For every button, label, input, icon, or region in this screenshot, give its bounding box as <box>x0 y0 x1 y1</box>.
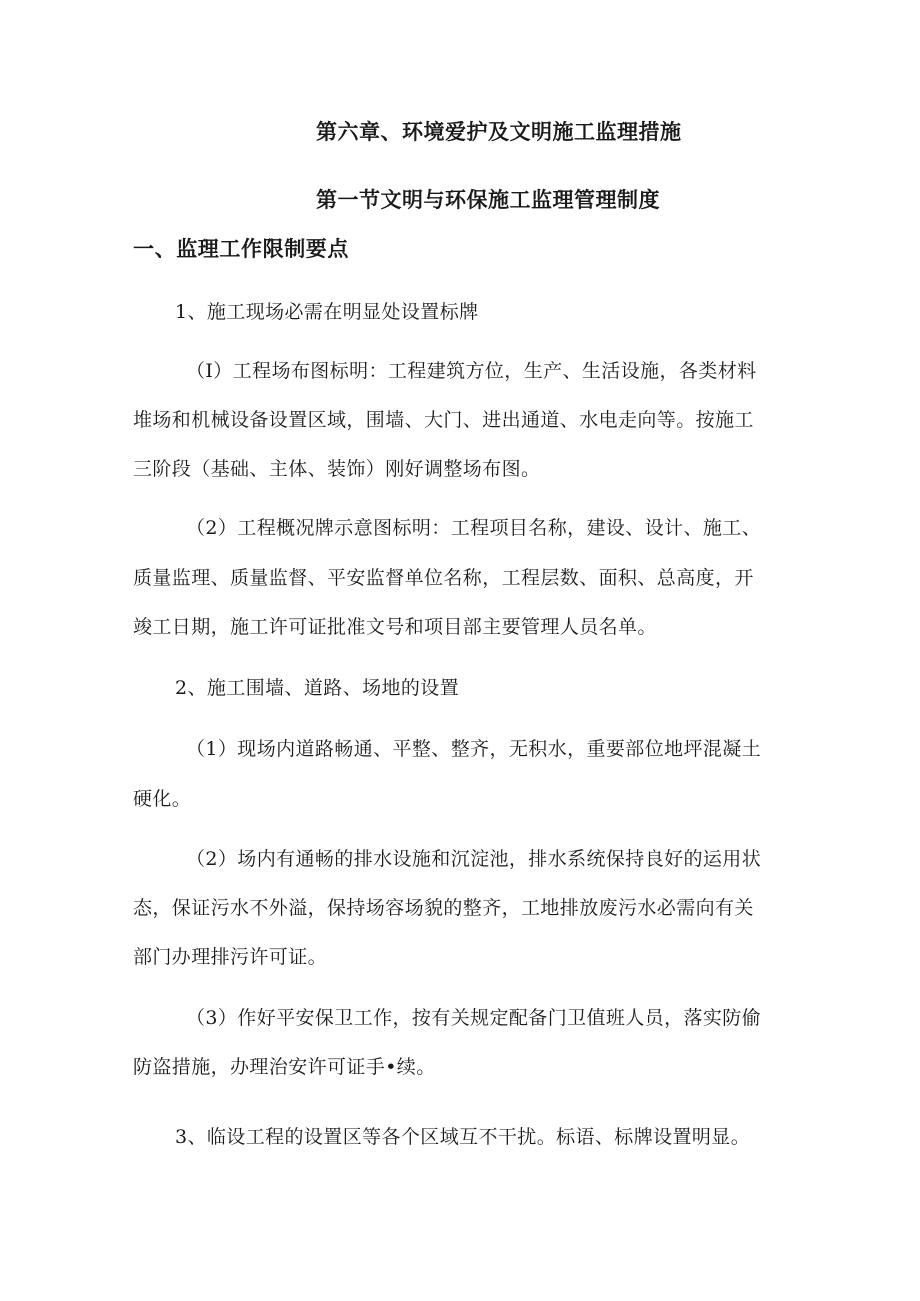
paragraph-line: （I）工程场布图标明：工程建筑方位，生产、生活设施，各类材料 <box>186 360 757 382</box>
paragraph-line: （3）作好平安保卫工作，按有关规定配备门卫值班人员，落实防偷 <box>186 1007 762 1029</box>
item-2-heading: 2、施工围墙、道路、场地的设置 <box>175 677 460 699</box>
section-title: 第一节文明与环保施工监理管理制度 <box>316 188 660 212</box>
chapter-title: 第六章、环境爱护及文明施工监理措施 <box>316 120 682 144</box>
paragraph-line: （2）工程概况牌示意图标明：工程项目名称，建设、设计、施工、 <box>186 517 762 539</box>
item-1-heading: 1、施工现场必需在明显处设置标牌 <box>175 301 479 323</box>
paragraph-line: 态，保证污水不外溢，保持场容场貌的整齐，工地排放废污水必需向有关 <box>133 897 754 919</box>
part-title: 一、监理工作限制要点 <box>133 237 349 261</box>
paragraph-line: 三阶段（基础、主体、装饰）刚好调整场布图。 <box>133 458 541 480</box>
item-3-heading: 3、临设工程的设置区等各个区域互不干扰。标语、标牌设置明显。 <box>175 1126 751 1148</box>
paragraph-line: （1）现场内道路畅通、平整、整齐，无积水，重要部位地坪混凝土 <box>186 738 762 760</box>
paragraph-line: 竣工日期，施工许可证批准文号和项目部主要管理人员名单。 <box>133 616 657 638</box>
paragraph-line: 质量监理、质量监督、平安监督单位名称，工程层数、面积、总高度，开 <box>133 567 754 589</box>
paragraph-line: 部门办理排污许可证。 <box>133 946 328 968</box>
paragraph-line: 堆场和机械设备设置区域，围墙、大门、进出通道、水电走向等。按施工 <box>133 409 754 431</box>
paragraph-line: （2）场内有通畅的排水设施和沉淀池，排水系统保持良好的运用状 <box>186 848 762 870</box>
paragraph-line: 硬化。 <box>133 788 192 810</box>
paragraph-line: 防盗措施，办理治安许可证手•续。 <box>133 1056 436 1078</box>
